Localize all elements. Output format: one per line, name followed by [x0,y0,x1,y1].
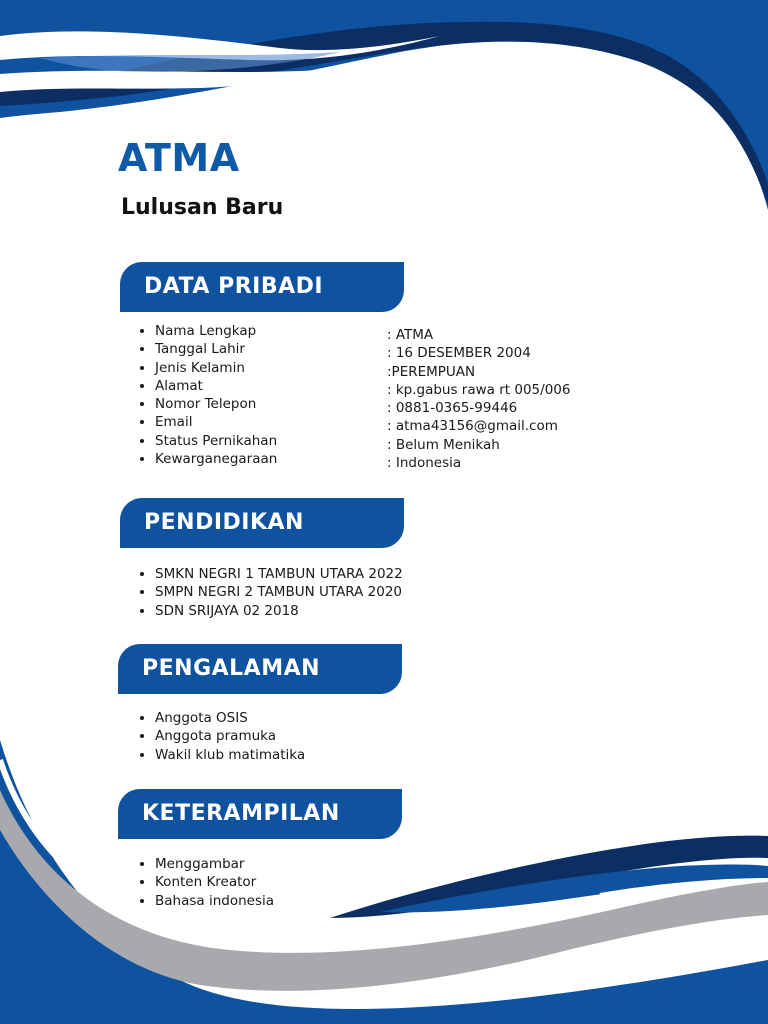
skill-item: • Menggambar [155,855,274,873]
education-list [121,565,403,620]
field-label: • Nama Lengkap [155,322,277,340]
section-header-keterampilan: KETERAMPILAN [118,789,402,839]
candidate-subtitle: Lulusan Baru [121,195,284,220]
field-label: • Tanggal Lahir [155,340,277,358]
field-label: • Jenis Kelamin [155,359,277,377]
section-header-data-pribadi: DATA PRIBADI [120,262,404,312]
experience-list [121,709,305,764]
field-value: : ATMA [387,327,434,343]
field-label: • Alamat [155,377,277,395]
field-value: :PEREMPUAN [387,363,476,380]
field-value: : Indonesia [387,455,462,472]
field-value: : 0881-0365-99446 [387,400,518,417]
field-value: : Belum Menikah [387,436,500,453]
experience-item: • Wakil klub matimatika [155,746,305,764]
field-label: • Status Pernikahan [155,432,277,450]
education-item: • SMPN NEGRI 2 TAMBUN UTARA 2020 [155,583,403,601]
field-value: : 16 DESEMBER 2004 [387,345,531,362]
field-label: • Nomor Telepon [155,395,277,413]
education-item: • SMKN NEGRI 1 TAMBUN UTARA 2022 [155,565,403,583]
skill-item: • Konten Kreator [155,873,274,891]
field-label: • Kewarganegaraan [155,450,277,468]
experience-item: • Anggota pramuka [155,727,305,745]
personal-data-labels [121,322,277,468]
section-header-pendidikan: PENDIDIKAN [120,498,404,548]
field-value: : atma43156@gmail.com [387,418,558,435]
skill-item: • Bahasa indonesia [155,892,274,910]
experience-item: • Anggota OSIS [155,709,305,727]
education-item: • SDN SRIJAYA 02 2018 [155,602,403,620]
skills-list [121,855,274,910]
section-header-pengalaman: PENGALAMAN [118,644,402,694]
personal-data-values [387,326,570,472]
field-value: : kp.gabus rawa rt 005/006 [387,381,571,398]
field-label: • Email [155,413,277,431]
candidate-name: ATMA [118,136,240,180]
